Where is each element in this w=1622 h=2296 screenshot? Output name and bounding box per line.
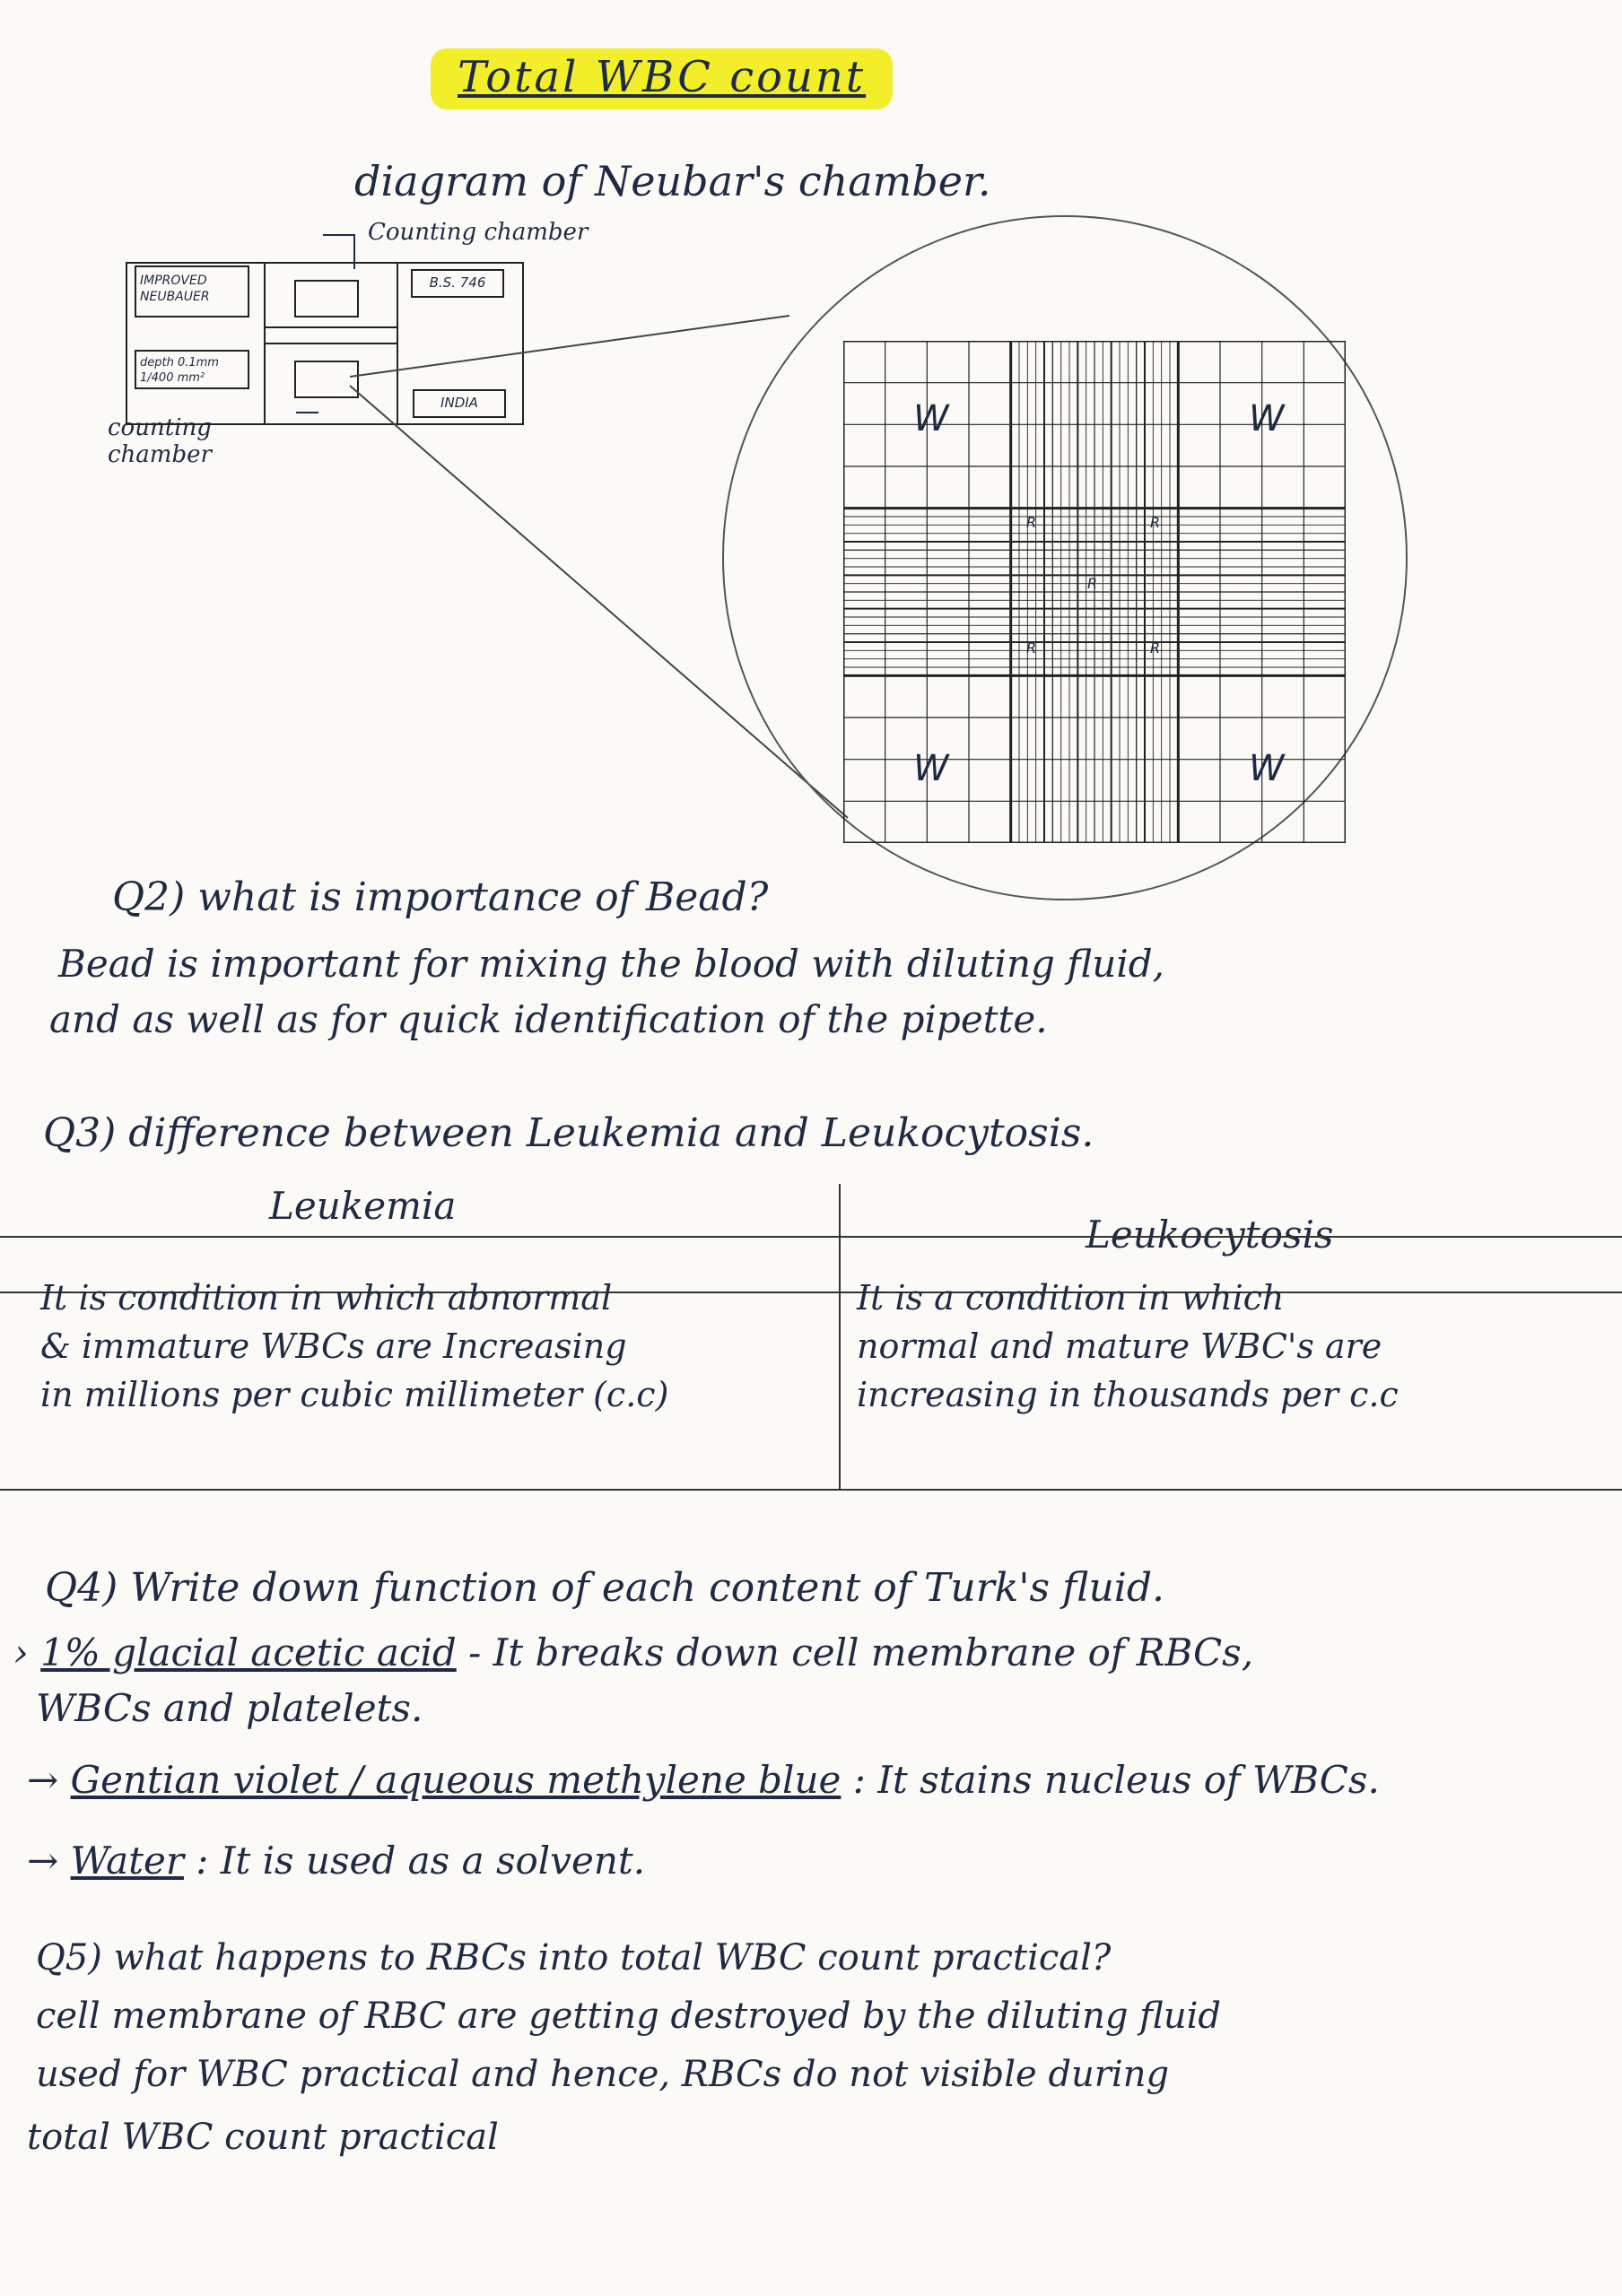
leukocytosis-cell [857, 1274, 1610, 1419]
q5-answer-line-3: total WBC count practical [27, 2117, 499, 2158]
leukemia-line-2: & immature WBCs are Increasing [40, 1326, 627, 1366]
r-label-2: R [1150, 514, 1161, 531]
table-header-leukemia: Leukemia [269, 1184, 457, 1228]
w-label-bottom-right: W [1249, 748, 1285, 789]
zoom-line-upper [350, 316, 789, 377]
leukocytosis-line-2: normal and mature WBC's are [857, 1326, 1382, 1366]
leukemia-line-1: It is condition in which abnormal [40, 1278, 613, 1318]
leukocytosis-line-1: It is a condition in which [857, 1278, 1285, 1318]
arrow-top [323, 235, 354, 269]
q4-item-1-text: - It breaks down cell membrane of RBCs, [456, 1631, 1254, 1674]
q4-item-2-text: : It stains nucleus of WBCs. [841, 1758, 1380, 1802]
r-label-3: R [1087, 575, 1098, 592]
q2-question: Q2) what is importance of Bead? [112, 874, 769, 920]
bullet-arrow: › [13, 1631, 41, 1674]
hemocytometer-grid [843, 341, 1346, 843]
table-column-divider [839, 1184, 841, 1489]
q4-question: Q4) Write down function of each content of Turk's fluid. [45, 1565, 1165, 1611]
r-label-5: R [1150, 639, 1161, 657]
q4-item-3 [27, 1839, 645, 1883]
q4-item-1-term: 1% glacial acetic acid [40, 1631, 457, 1674]
leukocytosis-line-3: increasing in thousands per c.c [857, 1375, 1399, 1414]
diagram-title: diagram of Neubar's chamber. [354, 157, 991, 205]
depth-line-2: 1/400 mm² [140, 371, 205, 385]
brand-line-1: IMPROVED [140, 274, 207, 288]
w-label-bottom-left: W [913, 748, 949, 789]
r-label-1: R [1026, 514, 1037, 531]
q2-answer-line-1: Bead is important for mixing the blood with diluting fluid, [58, 942, 1165, 986]
country-label: INDIA [413, 389, 506, 418]
bullet-arrow: → [27, 1758, 71, 1802]
q5-question: Q5) what happens to RBCs into total WBC count practical? [36, 1937, 1112, 1979]
counting-chamber-label-bottom: counting chamber [108, 414, 212, 468]
bullet-arrow: → [27, 1839, 71, 1883]
table-rule-bottom [0, 1489, 1622, 1491]
w-label-top-right: W [1249, 398, 1285, 439]
brand-line-2: NEUBAUER [140, 290, 210, 304]
leukemia-line-3: in millions per cubic millimeter (c.c) [40, 1375, 669, 1414]
w-label-top-left: W [913, 398, 949, 439]
q3-question: Q3) difference between Leukemia and Leukocytosis. [43, 1110, 1094, 1156]
depth-line-1: depth 0.1mm [140, 356, 219, 370]
bs-number: B.S. 746 [411, 269, 504, 298]
q4-item-2-term: Gentian violet / aqueous methylene blue [70, 1758, 842, 1802]
q4-item-3-term: Water [70, 1839, 184, 1883]
q5-answer-line-1: cell membrane of RBC are getting destroyed by the diluting fluid [36, 1996, 1222, 2037]
q4-item-1-cont: WBCs and platelets. [36, 1686, 423, 1730]
leukemia-cell [40, 1274, 834, 1419]
r-label-4: R [1026, 639, 1037, 657]
counting-chamber-label-top: Counting chamber [368, 219, 589, 246]
q4-item-3-text: : It is used as a solvent. [183, 1839, 646, 1883]
q5-answer-line-2: used for WBC practical and hence, RBCs do not visible during [36, 2054, 1170, 2095]
q4-item-1 [13, 1631, 1253, 1674]
title-highlight: Total WBC count [431, 48, 893, 109]
q4-item-2 [27, 1758, 1380, 1802]
table-rule-top [0, 1236, 1622, 1238]
q2-answer-line-2: and as well as for quick identification of the pipette. [49, 997, 1048, 1041]
table-header-leukocytosis: Leukocytosis [1086, 1213, 1334, 1257]
